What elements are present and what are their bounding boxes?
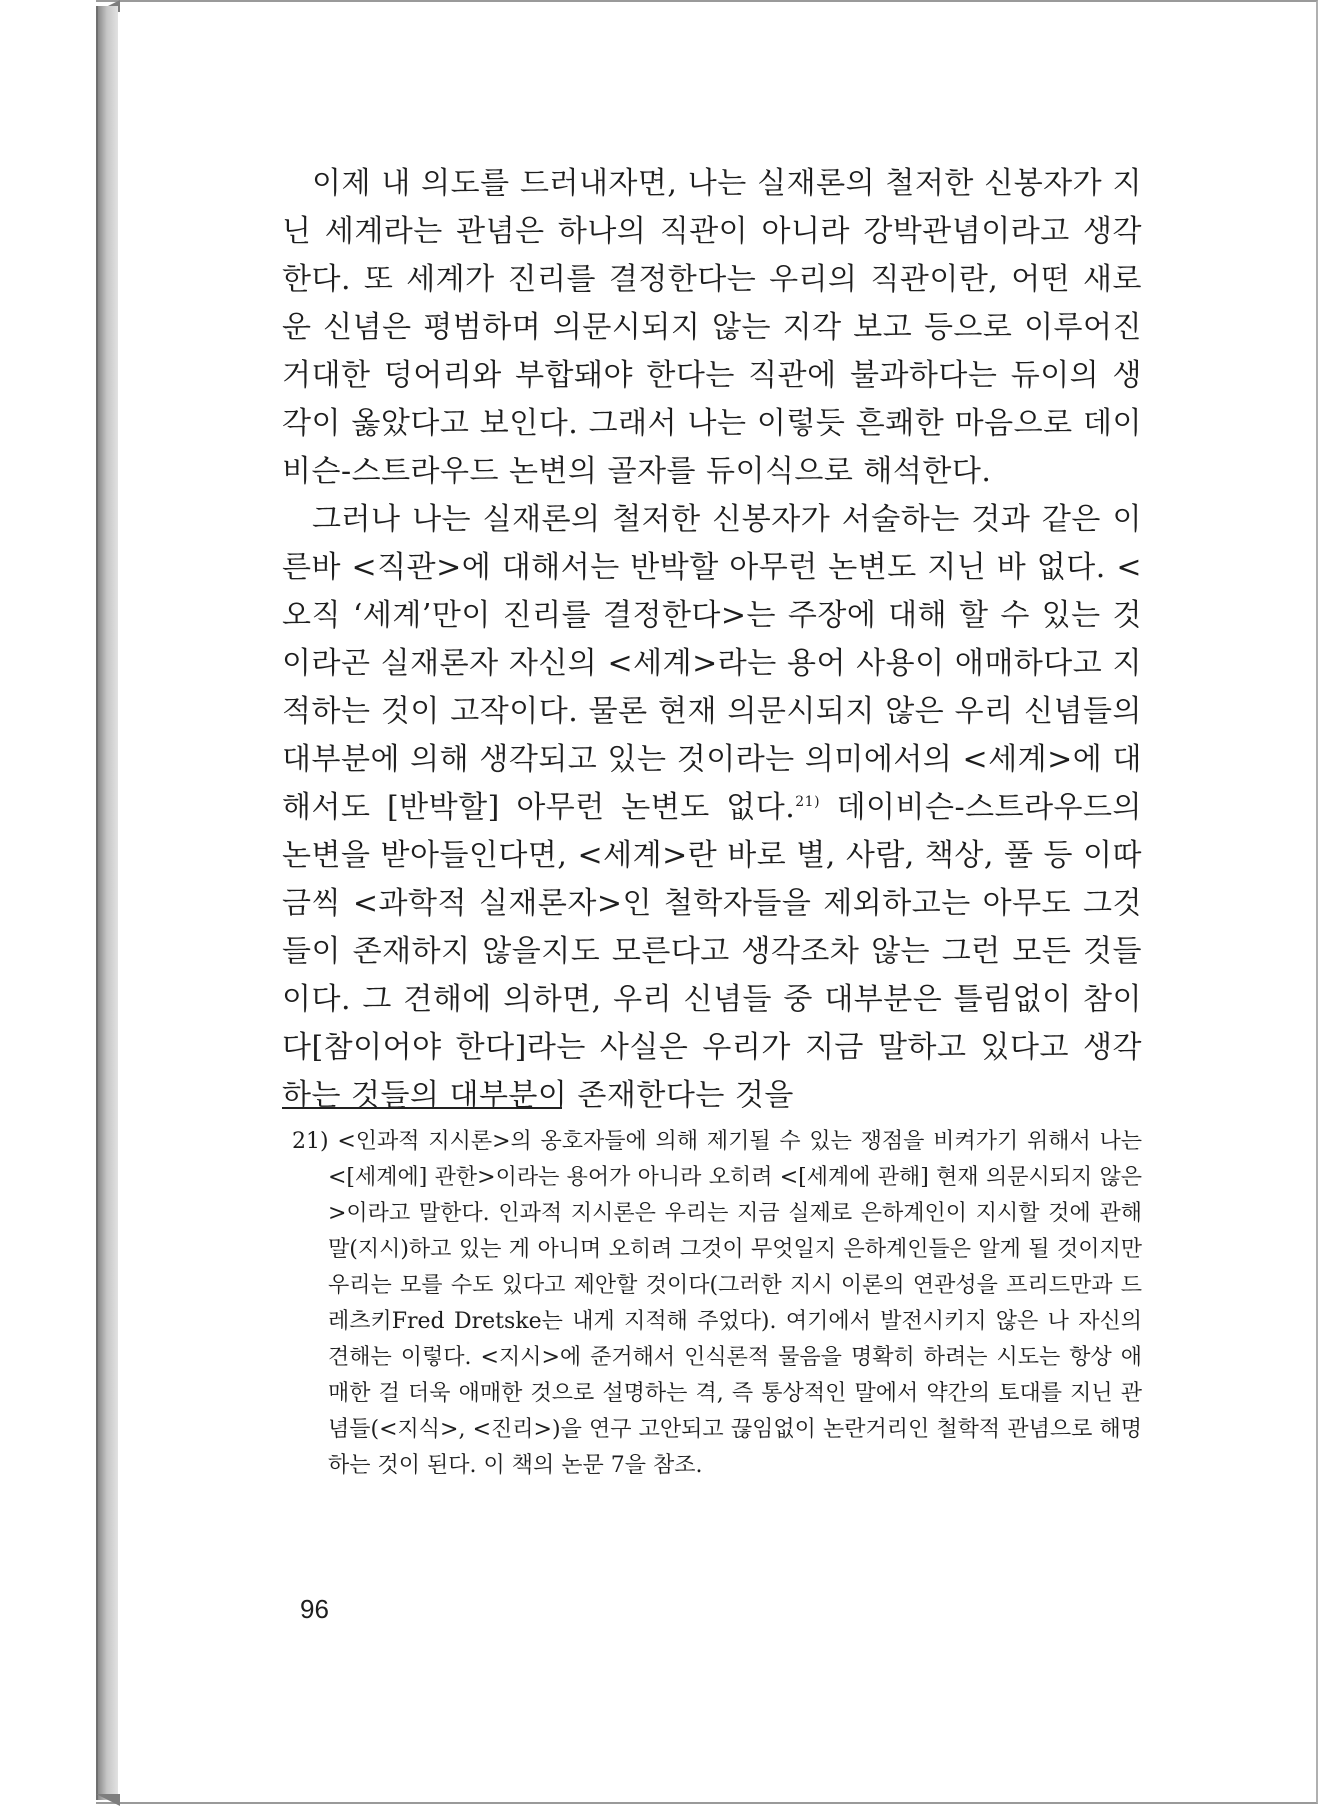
paragraph-2-text: 그러나 나는 실재론의 철저한 신봉자가 서술하는 것과 같은 이른바 <직관>에 대해서는 반박할 아무런 논변도 지닌 바 없다. <오직 ‘세계’만이 진리를 결정한다>는 주장에 대해 할 수 있는 것이라곤 실재론자 자신의 <세계>라는 용어 사용이 애매하다고 지적하는 것이 고작이다. 물론 현재 의문시되지 않은 우리 신념들의 대부분에 의해 생각되고 있는 것이라는 의미에서의 <세계>에 대해서도 [반박할] 아무런 논변도 없다. (282, 502, 1142, 825)
book-spine-bottom-edge (96, 1794, 120, 1806)
paragraph-2-continuation: 데이비슨-스트라우드의 논변을 받아들인다면, <세계>란 바로 별, 사람, 책상, 풀 등 이따금씩 <과학적 실재론자>인 철학자들을 제외하고는 아무도 그것들이 존재하지 않을지도 모른다고 생각조차 않는 그런 모든 것들이다. 그 견해에 의하면, 우리 신념들 중 대부분은 틀림없이 참이다[참이어야 한다]라는 사실은 우리가 지금 말하고 있다고 생각하는 것들의 대부분이 존재한다는 것을 (282, 790, 1142, 1113)
page-number: 96 (300, 1594, 329, 1624)
footnote-divider (282, 1107, 562, 1109)
footnote-reference: 21) (795, 794, 821, 810)
footnote-text: <인과적 지시론>의 옹호자들에 의해 제기될 수 있는 쟁점을 비켜가기 위해서 나는 <[세계에] 관한>이라는 용어가 아니라 오히려 <[세계에 관해] 현재 의문시되지 않은>이라고 말한다. 인과적 지시론은 우리는 지금 실제로 은하계인이 지시할 것에 관해 말(지시)하고 있는 게 아니며 오히려 그것이 무엇일지 은하계인들은 알게 될 것이지만 우리는 모를 수도 있다고 제안할 것이다(그러한 지시 이론의 연관성을 프리드만과 드레츠키Fred Dretske는 내게 지적해 주었다). 여기에서 발전시키지 않은 나 자신의 견해는 이렇다. <지시>에 준거해서 인식론적 물음을 명확히 하려는 시도는 항상 애매한 걸 더욱 애매한 것으로 설명하는 격, 즉 통상적인 말에서 약간의 토대를 지닌 관념들(<지식>, <진리>)을 연구 고안되고 끊임없이 논란거리인 철학적 관념으로 해명하는 것이 된다. 이 책의 논문 7을 참조. (328, 1129, 1142, 1478)
main-text (282, 160, 1142, 1120)
footnote-21 (292, 1124, 1142, 1484)
footnote-marker: 21) (292, 1129, 329, 1154)
paragraph-1: 이제 내 의도를 드러내자면, 나는 실재론의 철저한 신봉자가 지닌 세계라는 관념은 하나의 직관이 아니라 강박관념이라고 생각한다. 또 세계가 진리를 결정한다는 우리의 직관이란, 어떤 새로운 신념은 평범하며 의문시되지 않는 지각 보고 등으로 이루어진 거대한 덩어리와 부합돼야 한다는 직관에 불과하다는 듀이의 생각이 옳았다고 보인다. 그래서 나는 이렇듯 흔쾌한 마음으로 데이비슨-스트라우드 논변의 골자를 듀이식으로 해석한다. (282, 166, 1142, 489)
book-spine (96, 6, 118, 1800)
paragraph-2 (282, 496, 1142, 1120)
